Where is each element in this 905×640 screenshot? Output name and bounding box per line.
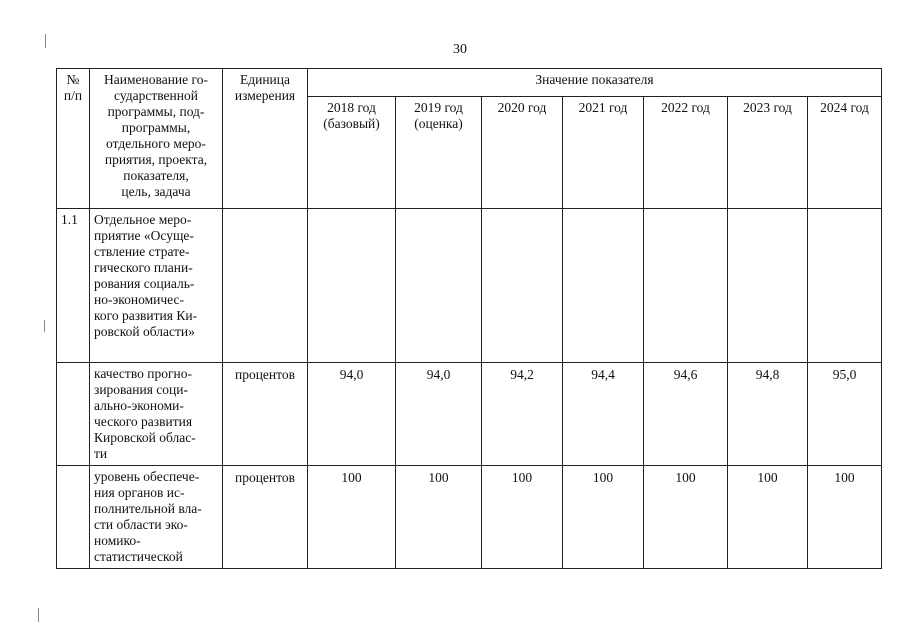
- row-name: Отдельное меро- приятие «Осуще- ствление страте- гического плани- рования социаль- но-экономичес- кого развития Ки- ровской области»: [90, 209, 223, 363]
- value-cell: [644, 209, 728, 363]
- value-cell: [728, 209, 808, 363]
- header-unit: Единица измерения: [223, 69, 308, 209]
- header-year-2023: 2023 год: [728, 97, 808, 209]
- header-num: № п/п: [57, 69, 90, 209]
- row-unit: процентов: [223, 466, 308, 569]
- row-unit: процентов: [223, 363, 308, 466]
- value-cell: 100: [644, 466, 728, 569]
- header-year-2022: 2022 год: [644, 97, 728, 209]
- value-cell: [396, 209, 482, 363]
- header-year-2020: 2020 год: [482, 97, 563, 209]
- row-num: [57, 363, 90, 466]
- page-number: 30: [453, 42, 467, 57]
- header-name: Наименование го- сударственной программы, под- программы, отдельного меро- приятия, проекта, показателя, цель, задача: [90, 69, 223, 209]
- value-cell: 94,8: [728, 363, 808, 466]
- value-cell: 95,0: [808, 363, 882, 466]
- value-cell: [482, 209, 563, 363]
- table-row: [57, 466, 882, 569]
- scan-artifact-bottom: [38, 608, 39, 622]
- row-num: 1.1: [57, 209, 90, 363]
- scan-artifact-top: [45, 34, 46, 48]
- value-cell: 94,4: [563, 363, 644, 466]
- header-year-2021: 2021 год: [563, 97, 644, 209]
- value-cell: 94,0: [308, 363, 396, 466]
- row-name: качество прогно- зирования соци- ально-экономи- ческого развития Кировской облас- ти: [90, 363, 223, 466]
- value-cell: 94,6: [644, 363, 728, 466]
- scan-artifact-middle: [44, 320, 45, 332]
- header-year-2019: 2019 год (оценка): [396, 97, 482, 209]
- value-cell: 100: [482, 466, 563, 569]
- header-year-2024: 2024 год: [808, 97, 882, 209]
- header-row-1: [57, 69, 882, 97]
- value-cell: [308, 209, 396, 363]
- row-name: уровень обеспече- ния органов ис- полнительной вла- сти области эко- номико- статистической: [90, 466, 223, 569]
- value-cell: 100: [563, 466, 644, 569]
- table-row: [57, 363, 882, 466]
- row-unit: [223, 209, 308, 363]
- header-value-group: Значение показателя: [308, 69, 882, 97]
- value-cell: 100: [308, 466, 396, 569]
- table-row: [57, 209, 882, 363]
- value-cell: 100: [728, 466, 808, 569]
- row-num: [57, 466, 90, 569]
- value-cell: [563, 209, 644, 363]
- value-cell: [808, 209, 882, 363]
- value-cell: 94,2: [482, 363, 563, 466]
- value-cell: 100: [396, 466, 482, 569]
- header-year-2018: 2018 год (базовый): [308, 97, 396, 209]
- indicator-table: [56, 68, 882, 569]
- value-cell: 100: [808, 466, 882, 569]
- value-cell: 94,0: [396, 363, 482, 466]
